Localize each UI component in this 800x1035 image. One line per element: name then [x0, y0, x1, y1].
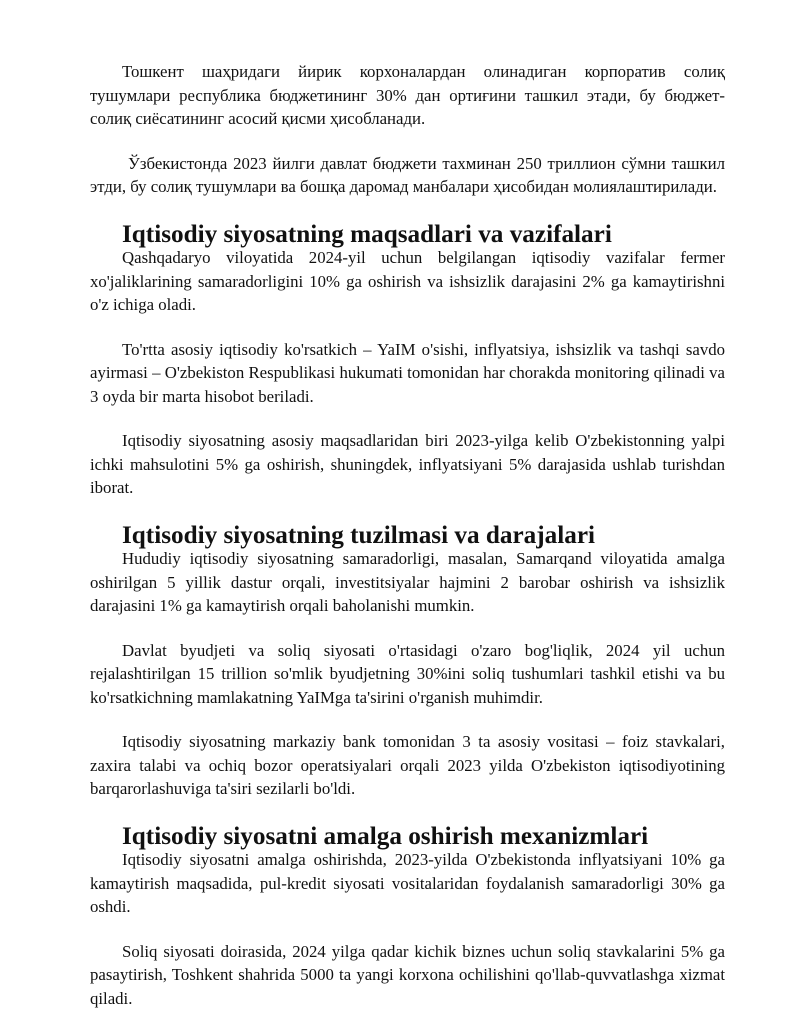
section-heading-structure: Iqtisodiy siyosatning tuzilmasi va darajalari	[122, 521, 596, 549]
intro-paragraph-2: Ўзбекистонда 2023 йилги давлат бюджети тахминан 250 триллион сўмни ташкил этди, бу солиқ тушумлари ва бошқа даромад манбалари ҳисобидан молиялаштирилади.	[90, 153, 725, 196]
section-heading-goals: Iqtisodiy siyosatning maqsadlari va vazifalari	[122, 220, 612, 248]
section1-paragraph-1: Qashqadaryo viloyatida 2024-yil uchun belgilangan iqtisodiy vazifalar fermer xo'jaliklarining samaradorligini 10% ga oshirish va ishsizlik darajasini 2% ga kamaytirishni o'z ichiga oladi.	[90, 248, 725, 314]
section2-paragraph-3: Iqtisodiy siyosatning markaziy bank tomonidan 3 ta asosiy vositasi – foiz stavkalari, zaxira talabi va ochiq bozor operatsiyalari orqali 2023 yilda O'zbekiston iqtisodiyotining barqarorlashuviga ta'siri sezilarli bo'ldi.	[90, 732, 725, 798]
section2-paragraph-1: Hududiy iqtisodiy siyosatning samaradorligi, masalan, Samarqand viloyatida amalga oshirilgan 5 yillik dastur orqali, investitsiyalar hajmini 2 barobar oshirish va ishsizlik darajasini 1% ga kamaytirish orqali baholanishi mumkin.	[90, 549, 725, 615]
section3-paragraph-2: Soliq siyosati doirasida, 2024 yilga qadar kichik biznes uchun soliq stavkalarini 5% ga pasaytirish, Toshkent shahrida 5000 ta yangi korxona ochilishini qo'llab-quvvatlashga xizmat qiladi.	[90, 941, 725, 1008]
section3-paragraph-1: Iqtisodiy siyosatni amalga oshirishda, 2023-yilda O'zbekistonda inflyatsiyani 10% ga kamaytirish maqsadida, pul-kredit siyosati vositalaridan foydalanish samaradorligi 30% ga oshdi.	[90, 850, 725, 916]
section2-paragraph-2: Davlat byudjeti va soliq siyosati o'rtasidagi o'zaro bog'liqlik, 2024 yil uchun rejalashtirilgan 15 trillion so'mlik byudjetning 30%ini soliq tushumlari tashkil etishi va bu ko'rsatkichning mamlakatning YaIMga ta'sirini o'rganish muhimdir.	[90, 640, 725, 707]
section1-paragraph-2: To'rtta asosiy iqtisodiy ko'rsatkich – YaIM o'sishi, inflyatsiya, ishsizlik va tashqi savdo ayirmasi – O'zbekiston Respublikasi hukumati tomonidan har chorakda monitoring qilinadi va 3 oyda bir marta hisobot beriladi.	[90, 339, 725, 406]
section1-paragraph-3: Iqtisodiy siyosatning asosiy maqsadlaridan biri 2023-yilga kelib O'zbekistonning yalpi ichki mahsulotini 5% ga oshirish, shuningdek, inflyatsiyani 5% darajasida ushlab turishdan iborat.	[90, 431, 725, 497]
intro-paragraph-1: Тошкент шаҳридаги йирик корхоналардан олинадиган корпоратив солиқ тушумлари республика бюджетининг 30% дан ортиғини ташкил этади, бу бюджет-солиқ сиёсатининг асосий қисми ҳисобланади.	[90, 62, 725, 128]
section-heading-mechanisms: Iqtisodiy siyosatni amalga oshirish mexanizmlari	[122, 822, 649, 850]
